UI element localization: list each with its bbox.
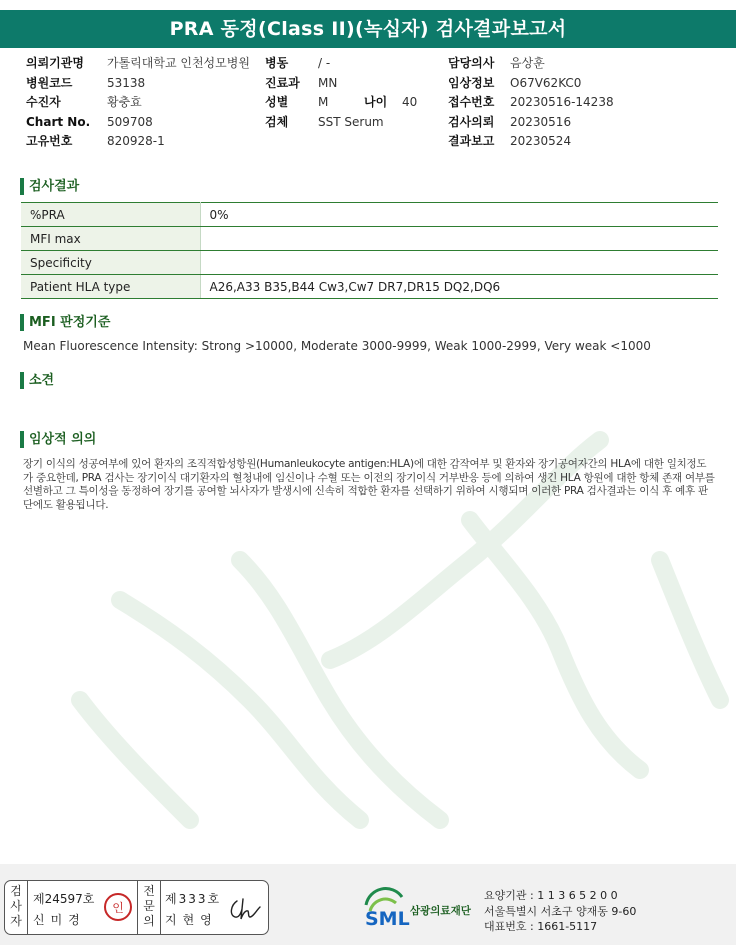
result-label: %PRA [21, 203, 200, 227]
specialist-label: 전문의 [143, 884, 155, 928]
organization-info [484, 888, 636, 935]
info-label: 병원코드 [26, 75, 73, 90]
specialist-name: 지현영 [165, 913, 218, 927]
table-row [21, 203, 718, 227]
info-label: 임상정보 [448, 75, 495, 90]
seal-text: 인 [112, 901, 124, 915]
result-value [200, 227, 718, 251]
info-row-patient-name [26, 93, 250, 113]
address-line: 서울특별시 서초구 양재동 9-60 [484, 904, 637, 918]
results-table [21, 202, 718, 299]
info-row-hospital-code [26, 74, 250, 94]
info-row-department [265, 74, 417, 94]
table-row [21, 227, 718, 251]
results-heading: 검사결과 [20, 178, 79, 195]
result-value [200, 251, 718, 275]
info-row-report-date [448, 132, 614, 152]
age-value: 40 [402, 95, 418, 109]
info-row-unique-id [26, 132, 250, 152]
divider [27, 881, 28, 934]
result-value: 0% [200, 203, 718, 227]
info-label: 병동 [265, 56, 289, 70]
report-title: PRA 동정(Class II)(녹십자) 검사결과보고서 [0, 10, 736, 48]
info-row-specimen [265, 113, 417, 133]
hospital-code-value: 53138 [107, 75, 146, 90]
specialist-number: 제333호 [165, 892, 222, 906]
info-label: 의뢰기관명 [26, 56, 84, 70]
patient-info-col1 [26, 54, 250, 152]
info-row-institution [26, 54, 250, 74]
specimen-value: SST Serum [318, 114, 384, 129]
inspector-seal-icon [103, 892, 133, 922]
patient-info-col3 [448, 54, 614, 152]
table-row [21, 275, 718, 299]
result-label: MFI max [21, 227, 200, 251]
institution-value: 가톨릭대학교 인천성모병원 [107, 56, 250, 70]
patient-name-value: 황충효 [107, 95, 142, 109]
department-value: MN [318, 75, 338, 90]
info-label: 수진자 [26, 95, 61, 109]
info-label: 검사의뢰 [448, 114, 495, 129]
receipt-no-value: 20230516-14238 [510, 95, 614, 109]
info-label: 고유번호 [26, 134, 73, 148]
info-label: 담당의사 [448, 56, 495, 70]
chart-no-value: 509708 [107, 114, 153, 129]
opinion-heading: 소견 [20, 372, 54, 389]
inspector-name: 신미경 [33, 913, 86, 927]
organization-name: 삼광의료재단 [410, 905, 471, 917]
phone-line: 대표번호 : 1661-5117 [484, 920, 598, 933]
info-label: 검체 [265, 114, 289, 129]
specialist-signature-icon [227, 895, 263, 923]
info-row-sex-age [265, 93, 417, 113]
result-label: Patient HLA type [21, 275, 200, 299]
info-label: 진료과 [265, 75, 300, 90]
sex-value: M [318, 95, 329, 109]
unique-id-value: 820928-1 [107, 134, 165, 148]
signature-box [4, 880, 269, 935]
clinical-significance-heading: 임상적 의의 [20, 431, 96, 448]
result-label: Specificity [21, 251, 200, 275]
table-row [21, 251, 718, 275]
result-value: A26,A33 B35,B44 Cw3,Cw7 DR7,DR15 DQ2,DQ6 [200, 275, 718, 299]
info-label: 결과보고 [448, 134, 495, 148]
info-row-clinical-info [448, 74, 614, 94]
divider [160, 881, 161, 934]
ward-value: / - [318, 56, 331, 70]
inspector-label: 검사자 [10, 884, 22, 928]
mfi-criteria-heading: MFI 판정기준 [20, 314, 110, 331]
mfi-criteria-text: Mean Fluorescence Intensity: Strong >10000, Moderate 3000-9999, Weak 1000-2999, Very weak <1000 [23, 339, 651, 353]
info-row-physician [448, 54, 614, 74]
info-row-chart-no [26, 113, 250, 133]
physician-value: 음상훈 [510, 56, 545, 70]
clinical-significance-text: 장기 이식의 성공여부에 있어 환자의 조직적합성항원(Humanleukocyte antigen:HLA)에 대한 감작여부 및 환자와 장기공여자간의 HLA에 대한 일치정도가 중요한데, PRA 검사는 장기이식 대기환자의 혈청내에 임신이나 수혈 또는 이전의 장기이식 거부반응 등에 의하여 생긴 HLA 항원에 대한 항체 존재 여부를 선별하고 그 특이성을 동정하여 장기를 공여할 뇌사자가 발생시에 신속히 적합한 환자를 선택하기 위하여 시행되며 이러한 PRA 검사결과는 이식 후 예후 판단에도 활용됩니다. [23, 458, 715, 511]
info-row-ward [265, 54, 417, 74]
logo-letters: SML [365, 908, 410, 930]
info-label: 성별 [265, 95, 289, 109]
report-date-value: 20230524 [510, 134, 572, 148]
info-label: 접수번호 [448, 95, 495, 109]
care-code-line: 요양기관 : 1 1 3 6 5 2 0 0 [484, 889, 618, 902]
info-label: 나이 [364, 95, 388, 109]
info-label: Chart No. [26, 114, 91, 129]
patient-info-col2 [265, 54, 417, 132]
info-row-receipt-no [448, 93, 614, 113]
clinical-info-value: O67V62KC0 [510, 75, 582, 90]
inspector-number: 제24597호 [33, 892, 95, 906]
request-date-value: 20230516 [510, 114, 572, 129]
info-row-request-date [448, 113, 614, 133]
